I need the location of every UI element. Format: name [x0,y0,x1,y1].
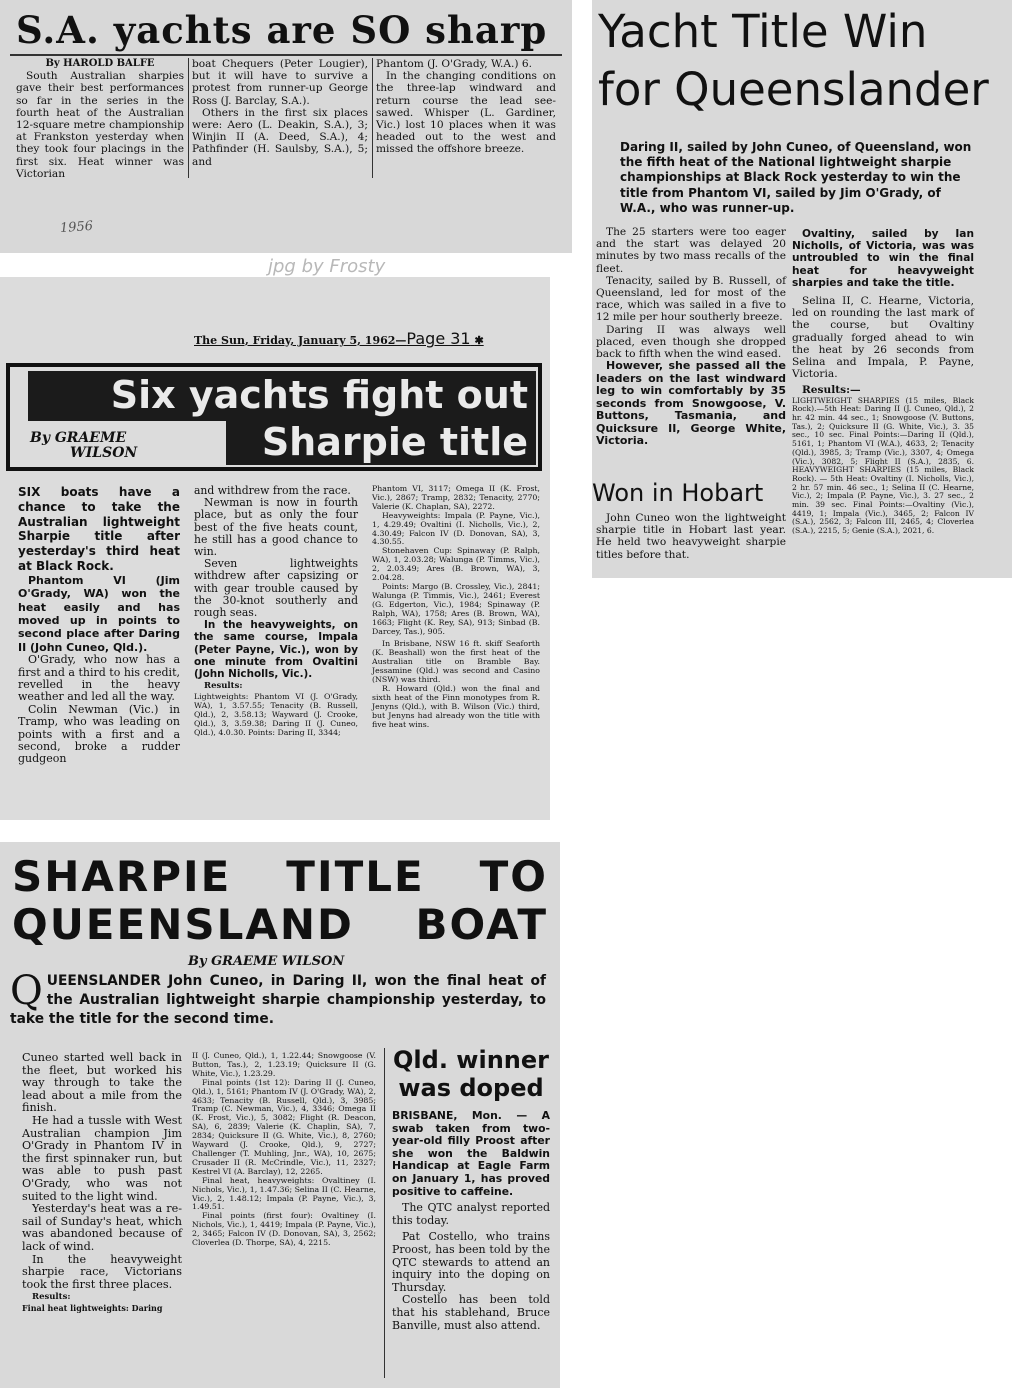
article-column-1 [18,485,180,766]
headline-box [6,363,542,471]
results-heading: Results: [204,681,243,692]
intro-paragraph [10,968,546,1029]
byline [30,431,137,461]
column-rule [188,58,189,178]
paragraph: Others in the first six places were: Aero (L. Deakin, S.A.), 3; Winjin II (A. Deed, S.A.), 4; Pathfinder (H. Saulsby, S.A.), 5; and [192,106,368,168]
byline-by: By GRAEME [30,430,127,446]
paragraph: R. Howard (Qld.) won the final and sixth heat of the Finn monotypes from R. Jenyns (Qld.), with B. Wilson (Vic.) third, but Jenyns had already won the title with five heat wins. [372,683,540,729]
results-text: Final points (first four): Ovaltiney (I. Nichols, Vic.), 1, 4419; Impala (P. Payne, Vic.), 2, 3465; Falcon IV (D. Donovan, SA), 3, 2562; Cloverlea (D. Thorpe, SA), 4, 2215. [192,1211,376,1248]
intro-paragraph: Daring II, sailed by John Cuneo, of Queensland, won the fifth heat of the National lightweight sharpie championships at Black Rock yesterday to win the title from Phantom VI, sailed by Jim O'Grady, of W.A., who was runner-up. [620,140,972,215]
results-text: Stonehaven Cup: Spinaway (P. Ralph, WA), 1, 2.03.28; Walunga (P. Timms, Vic.), 2, 2.03.49; Ares (B. Brown, WA), 3, 2.04.28. [372,546,540,583]
paragraph: Phantom (J. O'Grady, W.A.) 6. [376,58,532,70]
results-text: LIGHTWEIGHT SHARPIES (15 miles, Black Rock).—5th Heat: Daring II (J. Cuneo, Qld.), 2 hr. 42 min. 44 sec., 1; Snowgoose (V. Buttons, Tas.), 2; Quicksure II (G. White, Vic.), 3. 35 sec., 10 sec. Final Points:—Daring II (Qld.), 5161, 1; Phantom VI (W.A.), 4633, 2; Tenacity (Qld.), 3985, 3; Tramp (Vic.), 3307, 4; Omega (Vic.), 3082, 5; Flight II (S.A.), 2835, 6. HEAVYWEIGHT SHARPIES (15 miles, Black Rock). — 5th Heat: Ovaltiny (I. Nicholls, Vic.), 2 hr. 57 min. 46 sec., 1; Selina II (C. Hearne, Vic.), 2; Impala (P. Payne, Vic.), 3. 27 sec., 2 min. 39 sec. Final Points:—Ovaltiny (Vic.), 4419, 1; Impala (Vic.), 3465, 2; Falcon IV (S.A.), 2562, 3; Falcon III, 2465, 4; Cloverlea (S.A.), 2215, 5; Genie (S.A.), 2021, 6. [792,395,974,536]
results-text: Heavyweights: Impala (P. Payne, Vic.), 1, 4.29.49; Ovaltini (I. Nicholls, Vic.), 2, 4.30.49; Falcon IV (D. Donovan, SA), 3, 4.30.55. [372,510,540,547]
side-article [392,1046,550,1332]
subheading: Won in Hobart [592,479,764,507]
byline: By HAROLD BALFE [45,58,155,69]
dateline [194,329,484,348]
headline-line-2: Sharpie title [226,419,536,465]
paragraph: boat Chequers (Peter Lougier), but it will have to survive a protest from runner-up George Ross (J. Barclay, S.A.). [192,58,368,107]
paragraph: In the changing conditions on the three-lap windward and return course the lead see-sawed. Whisper (L. Gardiner, Vic.) lost 10 places when it was headed out to the west and missed the offshore breeze. [376,70,556,156]
headline-line-1: Six yachts fight out [28,371,536,421]
article-column-right [792,228,974,536]
clipping-sharpie-title-queensland [0,842,560,1388]
side-article-body [392,1110,550,1332]
headline-line-1: SHARPIE TITLE TO [12,852,548,901]
page-number: Page 31 [406,329,471,348]
paragraph: The 25 starters were too eager and the start was delayed 20 minutes by two mass recalls of the fleet. [596,226,786,275]
clipping-six-yachts [0,277,550,820]
results-heading: Results: [32,1292,71,1303]
clipping-sa-yachts [0,0,572,253]
side-headline-line-1: Qld. winner [393,1046,549,1074]
results-text: Final heat, heavyweights: Ovaltiney (I. Nichols, Vic.), 1, 1.47.36; Selina II (C. Hearne, Vic.), 2, 1.48.12; Impala (P. Payne, Vic.), 3, 1.49.51. [192,1175,376,1212]
paragraph: Cuneo started well back in the fleet, but worked his way through to take the lead about a mile from the finish. [22,1051,182,1115]
paragraph: Daring II was always well placed, even though she dropped back to fifth when the wind eased. [596,323,786,361]
paragraph: In Brisbane, NSW 16 ft. skiff Seaforth (K. Beashall) won the first heat of the Australian title on Bramble Bay. Jessamine (Qld.) was second and Casino (NSW) was third. [372,639,540,685]
scan-credit-note: jpg by Frosty [268,256,386,277]
article-column-1 [16,58,184,180]
paragraph: Seven lightweights withdrew after capsizing or with gear trouble caused by the 30-knot southerly and rough seas. [194,557,358,620]
paragraph: John Cuneo won the lightweight sharpie title in Hobart last year. He held two heavyweight sharpie titles before that. [596,512,786,561]
byline-name: WILSON [70,445,138,461]
article-column-3 [376,58,556,156]
headline-rule [10,54,562,56]
paragraph: However, she passed all the leaders on the last windward leg to win comfortably by 35 seconds from Snowgoose, V. Buttons, Tasmania, and Quicksure II, George White, Victoria. [596,359,786,448]
paragraph: Selina II, C. Hearne, Victoria, led on rounding the last mark of the course, but Ovaltiny gradually forged ahead to win the heat by 26 seconds from Selina and Impala, P. Payne, Victoria. [792,295,974,381]
paragraph: Colin Newman (Vic.) in Tramp, who was leading on points with a first and a second, broke a rudder gudgeon [18,702,180,766]
column-rule [372,58,373,178]
intro-text: UEENSLANDER John Cuneo, in Daring II, won the final heat of the Australian lightweight sharpie championship yesterday, to take the title for the second time. [10,973,546,1027]
side-headline-line-2: was doped [398,1074,544,1102]
article-column-3 [372,485,540,729]
article-column-2 [192,58,368,168]
paragraph: Tenacity, sailed by B. Russell, of Queensland, led for most of the race, which was sailed in a five to 12 mile per hour southerly breeze. [596,274,786,324]
paragraph: BRISBANE, Mon. — A swab taken from two-year-old filly Proost after she won the Baldwin Handicap at Eagle Farm on January 1, has proved positive to caffeine. [392,1109,550,1198]
paragraph: Phantom VI (Jim O'Grady, WA) won the heat easily and has moved up in points to second place after Daring II (John Cuneo, Qld.). [18,573,180,654]
paragraph: Yesterday's heat was a re-sail of Sunday's heat, which was abandoned because of lack of wind. [22,1202,182,1253]
paragraph: The QTC analyst reported this today. [392,1201,550,1227]
paragraph: In the heavyweight sharpie race, Victorians took the first three places. [22,1252,182,1291]
results-text: Phantom VI, 3117; Omega II (K. Frost, Vic.), 2867; Tramp, 2832; Tenacity, 2770; Valerie (K. Chaplan, SA), 2272. [372,484,540,511]
clipping-yacht-title-win [592,0,1012,578]
article-column-left-continued [596,512,786,561]
article-column-1 [22,1052,182,1313]
paragraph: Pat Costello, who trains Proost, has been told by the QTC stewards to attend an inquiry into the doping on Thursday. [392,1230,550,1294]
lead-paragraph: SIX boats have a chance to take the Australian lightweight Sharpie title after yesterday's third heat at Black Rock. [18,485,180,573]
side-article-rule [384,1048,385,1378]
paragraph: He had a tussle with West Australian champion Jim O'Grady in Phantom IV in the first spinnaker run, but was able to push past O'Grady, who was not suited to the light wind. [22,1113,182,1203]
article-column-left [596,226,786,448]
results-text: Final heat lightweights: Daring [22,1302,163,1313]
results-heading: Results:— [802,384,861,397]
article-column-2 [194,485,358,737]
page-mark: ✱ [474,334,484,347]
paragraph: In the heavyweights, on the same course, Impala (Peter Payne, Vic.), won by one minute from Ovaltini (John Nicholls, Vic.). [194,619,358,681]
article-column-2 [192,1052,376,1248]
headline-line-1: Yacht Title Win [598,5,928,58]
paragraph: Costello has been told that his stablehand, Bruce Banville, must also attend. [392,1293,550,1332]
results-text: Lightweights: Phantom VI (J. O'Grady, WA), 1, 3.57.55; Tenacity (B. Russell, Qld.), 2, 3.58.13; Wayward (J. Crooke, Qld.), 3, 3.59.38; Daring II (J. Cuneo, Qld.), 4.0.30. Points: Daring II, 3344; [194,692,358,738]
paragraph: Newman is now in fourth place, but as only the four best of the five heats count, he still has a good chance to win. [194,496,358,559]
handwritten-year: 1956 [59,218,94,237]
byline: By GRAEME WILSON [188,954,345,969]
headline-line-2: for Queenslander [598,63,989,116]
results-text: Final points (1st 12): Daring II (J. Cuneo, Qld.), 1, 5161; Phantom IV (J. O'Grady, WA), 2, 4633; Tenacity (B. Russell, Qld.), 3, 3985; Tramp (C. Newman, Vic.), 4, 3346; Omega II (K. Frost, Vic.), 5, 3082; Flight (R. Deacon, SA), 6, 2839; Valerie (K. Chaplin, SA), 7, 2834; Quicksure II (G. White, Vic.), 8, 2760; Wayward (J. Crooke, Qld.), 9, 2727; Challenger (T. Muhling, Jnr., WA), 10, 2675; Crusader II (R. McCrindle, Vic.), 11, 2327; Kestrel VI (A. Barclay), 12, 2265. [192,1077,376,1176]
paragraph: and withdrew from the race. [194,484,351,497]
paragraph: Ovaltiny, sailed by Ian Nicholls, of Victoria, was was untroubled to win the final heat for heavyweight sharpies and take the title. [792,228,974,289]
results-text: Points: Margo (B. Crossley, Vic.), 2841; Walunga (P. Timmis, Vic.), 2461; Everest (G. Edgerton, Vic.), 1984; Spinaway (P. Ralph, WA), 1758; Ares (B. Brown, WA), 1663; Flight (K. Rey, SA), 913; Sinbad (B. Darcey, Tas.), 905. [372,581,540,636]
dateline-text: The Sun, Friday, January 5, 1962— [194,334,407,347]
headline-line-2: QUEENSLAND BOAT [12,900,548,949]
drop-cap: Q [10,968,43,1014]
results-text: II (J. Cuneo, Qld.), 1, 1.22.44; Snowgoose (V. Button, Tas.), 2, 1.23.19; Quicksure II (G. White, Vic.), 1.23.29. [192,1051,376,1078]
paragraph: South Australian sharpies gave their best performances so far in the series in the fourth heat of the Australian 12-square metre championship at Frankston yesterday when they took four placings in the first six. Heat winner was Victorian [16,70,184,180]
headline: S.A. yachts are SO sharp [16,8,548,52]
paragraph: O'Grady, who now has a first and a third to his credit, revelled in the heavy weather and led all the way. [18,653,180,704]
